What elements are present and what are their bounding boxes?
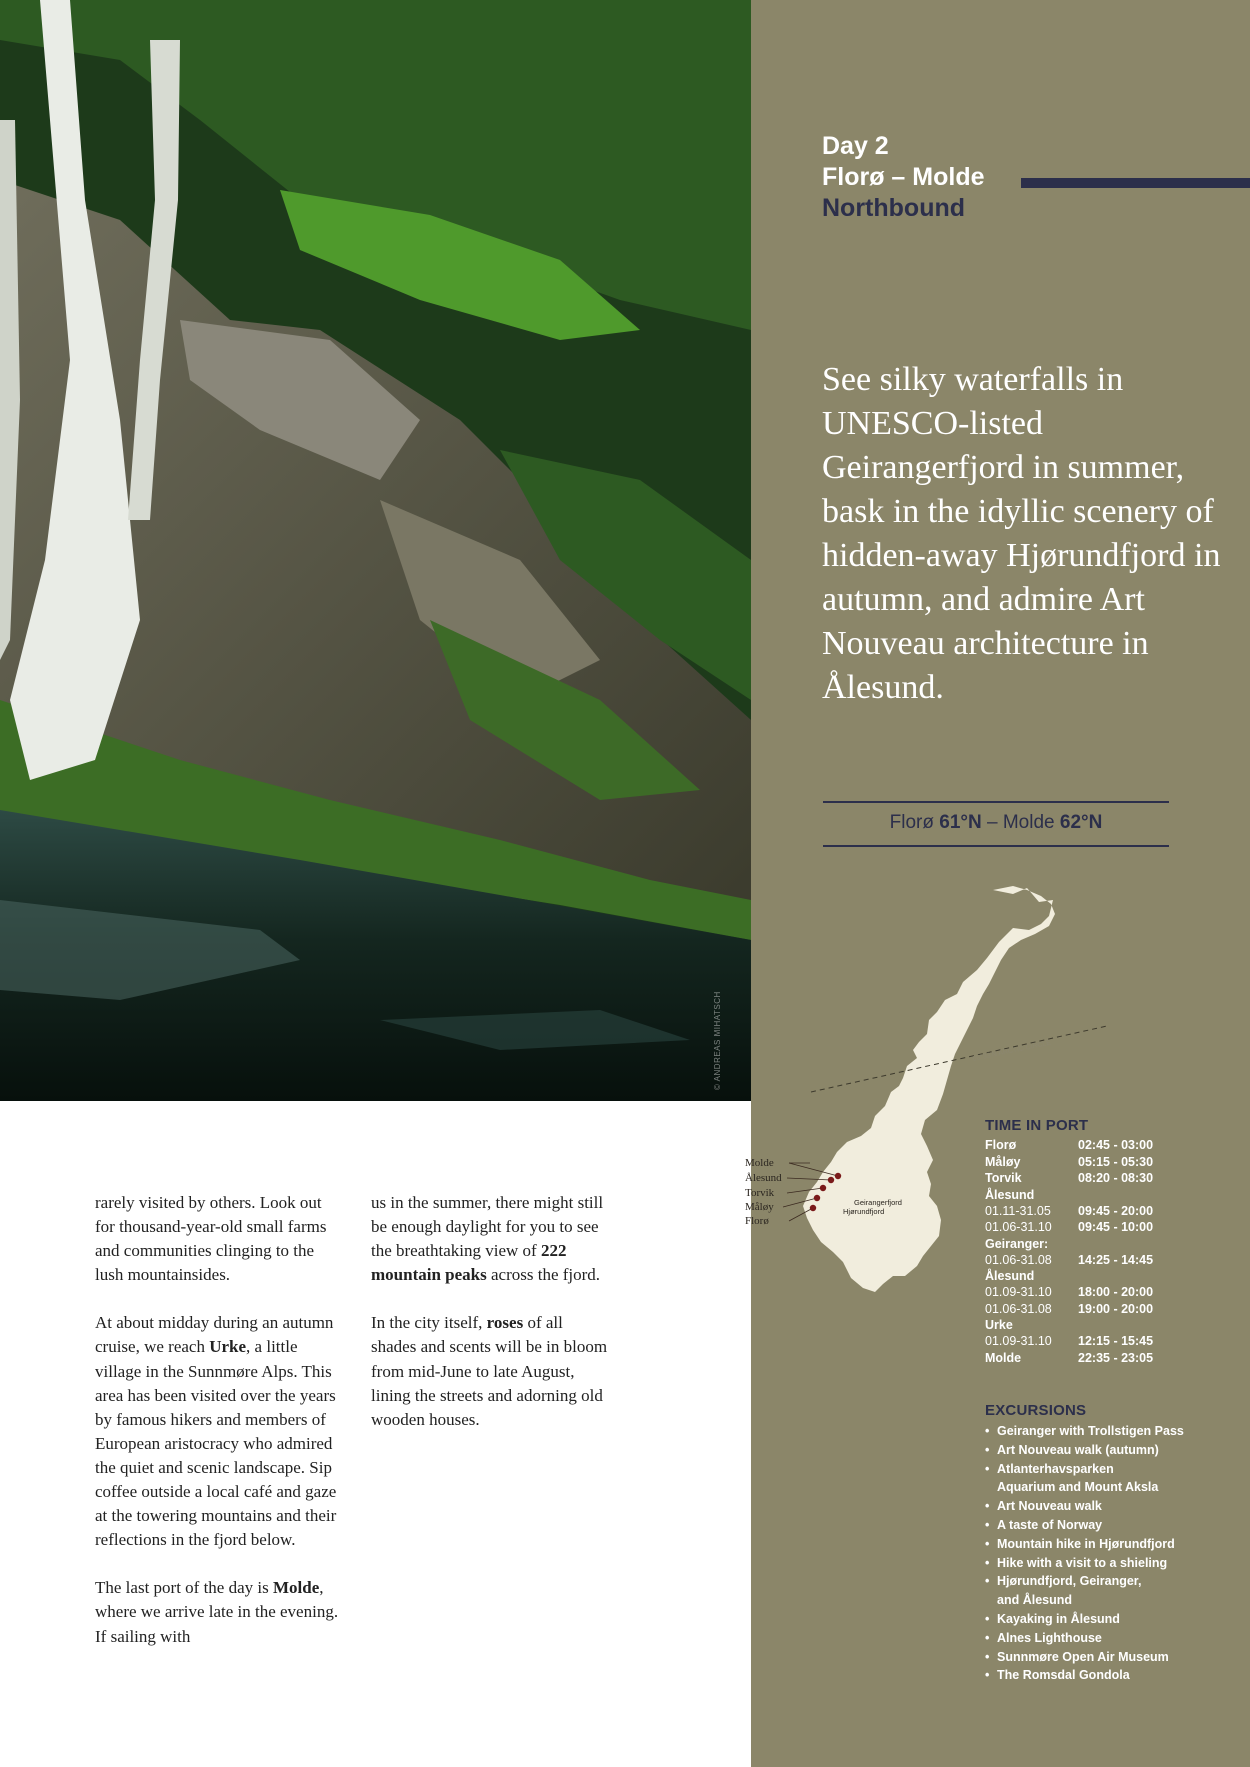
excursion-item: • Atlanterhavsparken xyxy=(985,1460,1250,1479)
port-time: 05:15 - 05:30 xyxy=(1078,1154,1154,1169)
port-time: 09:45 - 20:00 xyxy=(1078,1203,1154,1218)
port-row-alesund-season xyxy=(985,1203,1245,1220)
heading-accent-bar xyxy=(1021,178,1250,188)
arctic-circle-label: 66°33'N ARCTIC CIRCLE xyxy=(971,1039,1052,1063)
port-marker-dot xyxy=(814,1195,820,1201)
text-bold: roses xyxy=(486,1313,524,1333)
excursion-item: • Kayaking in Ålesund xyxy=(985,1610,1250,1629)
latitude-rule-top xyxy=(823,801,1169,803)
port-name: Molde xyxy=(985,1350,1022,1365)
map-label-hjorundfjord: Hjørundfjord xyxy=(843,1207,885,1216)
fjord-waterfall-photo xyxy=(0,0,751,1101)
port-name-urke: Urke xyxy=(985,1318,1013,1332)
port-name-alesund: Ålesund xyxy=(985,1269,1035,1283)
from-port: Florø xyxy=(889,812,934,833)
direction-label: Northbound xyxy=(822,194,966,222)
text-run: At about midday during an autumn cruise, we reach xyxy=(95,1313,334,1357)
port-time: 14:25 - 14:45 xyxy=(1078,1252,1154,1267)
season: 01.06-31.08 xyxy=(985,1301,1052,1316)
season: 01.11-31.05 xyxy=(985,1203,1051,1218)
port-time: 19:00 - 20:00 xyxy=(1078,1301,1154,1316)
port-row-torvik xyxy=(985,1170,1245,1187)
intro-text: See silky waterfalls in UNESCO-listed Geirangerfjord in summer, bask in the idyllic scenery of hidden-away Hjørundfjord in autumn, and admire Art Nouveau architecture in Ålesund. xyxy=(822,361,1221,706)
body-paragraph xyxy=(95,1576,345,1648)
map-label-floro: Florø xyxy=(745,1215,769,1227)
latitude-line xyxy=(823,812,1169,834)
time-in-port-title: TIME IN PORT xyxy=(985,1117,1089,1134)
port-row-alesund-season xyxy=(985,1219,1245,1236)
excursions xyxy=(985,1402,1250,1685)
port-time: 09:45 - 10:00 xyxy=(1078,1220,1154,1234)
text-run: us in the summer, there might still be enough daylight for you to see the breathtaking view of xyxy=(371,1193,604,1261)
text-bold: Urke xyxy=(209,1337,247,1357)
port-name: Torvik xyxy=(985,1171,1022,1185)
port-name-alesund: Ålesund xyxy=(985,1187,1035,1202)
text-run: In the city itself, xyxy=(371,1313,487,1333)
from-latitude: 61°N xyxy=(939,812,982,833)
port-name: Måløy xyxy=(985,1154,1021,1169)
port-row-alesund-season xyxy=(985,1301,1245,1318)
text-run: , a little village in the Sunnmøre Alps. This area has been visited over the years by famous hikers and members of European aristocracy who admired the quiet and scenic landscape. Sip coffee outside a local café and gaze at the towering mountains and their reflections in the fjord below. xyxy=(95,1337,337,1550)
excursions-list xyxy=(985,1422,1250,1685)
excursion-item: • Art Nouveau walk (autumn) xyxy=(985,1441,1250,1460)
map-label-alesund: Ålesund xyxy=(745,1172,782,1184)
photo-credit: © ANDREAS MIHATSCH xyxy=(713,991,722,1090)
body-column-2 xyxy=(371,1191,611,1456)
map-label-torvik: Torvik xyxy=(745,1187,775,1199)
latitude-separator: – xyxy=(987,812,998,833)
port-row-floro xyxy=(985,1137,1245,1154)
body-paragraph xyxy=(371,1191,611,1287)
port-marker-dot xyxy=(810,1205,816,1211)
time-in-port xyxy=(985,1117,1245,1366)
text-bold: 222 mountain peaks xyxy=(371,1241,567,1285)
port-name: Florø xyxy=(985,1138,1017,1152)
season: 01.09-31.10 xyxy=(985,1334,1052,1348)
excursion-item-continued: and Ålesund xyxy=(997,1593,1073,1608)
excursion-item: • Hjørundfjord, Geiranger, xyxy=(985,1572,1250,1591)
excursions-title: EXCURSIONS xyxy=(985,1402,1087,1419)
text-run: of all shades and scents will be in bloom from mid-June to late August, lining the streets and adorning old wooden houses. xyxy=(371,1313,608,1429)
map-label-molde: Molde xyxy=(745,1157,774,1169)
port-row-geiranger-season xyxy=(985,1252,1245,1269)
port-time: 08:20 - 08:30 xyxy=(1078,1171,1154,1185)
excursion-item: • Sunnmøre Open Air Museum xyxy=(985,1648,1250,1667)
excursion-item: • A taste of Norway xyxy=(985,1516,1250,1535)
map-label-geirangerfjord: Geirangerfjord xyxy=(854,1198,902,1207)
port-marker-dot xyxy=(828,1177,834,1183)
season: 01.06-31.08 xyxy=(985,1252,1052,1267)
season: 01.09-31.10 xyxy=(985,1285,1052,1299)
to-latitude: 62°N xyxy=(1059,812,1103,833)
day-heading xyxy=(822,131,985,224)
port-time: 22:35 - 23:05 xyxy=(1078,1350,1154,1365)
port-time: 02:45 - 03:00 xyxy=(1078,1138,1154,1152)
body-paragraph: rarely visited by others. Look out for thousand-year-old small farms and communities clinging to the lush mountainsides. xyxy=(95,1193,327,1285)
excursion-item-continued: Aquarium and Mount Aksla xyxy=(997,1480,1159,1495)
port-row-urke-season xyxy=(985,1333,1245,1350)
season: 01.06-31.10 xyxy=(985,1220,1052,1234)
body-column-1 xyxy=(95,1191,345,1673)
body-paragraph xyxy=(371,1311,611,1431)
text-run: across the fjord. xyxy=(486,1265,601,1285)
body-paragraph xyxy=(95,1311,345,1552)
route-label: Florø – Molde xyxy=(822,163,985,191)
port-time: 12:15 - 15:45 xyxy=(1078,1334,1154,1348)
text-run: , where we arrive late in the evening. If sailing with xyxy=(95,1578,339,1646)
day-label: Day 2 xyxy=(822,132,889,160)
map-label-maloy: Måløy xyxy=(745,1201,774,1213)
excursion-item: • The Romsdal Gondola xyxy=(985,1666,1250,1685)
to-port: Molde xyxy=(1002,812,1055,833)
excursion-item: • Art Nouveau walk xyxy=(985,1497,1250,1516)
port-row-alesund-season xyxy=(985,1284,1245,1301)
port-marker-dot xyxy=(835,1173,841,1179)
excursion-item: • Mountain hike in Hjørundfjord xyxy=(985,1535,1250,1554)
port-row-molde xyxy=(985,1350,1245,1367)
excursion-item: • Geiranger with Trollstigen Pass xyxy=(985,1422,1250,1441)
latitude-rule-bottom xyxy=(823,845,1169,847)
excursion-item: • Alnes Lighthouse xyxy=(985,1629,1250,1648)
text-bold: Molde xyxy=(273,1578,320,1598)
port-name-geiranger: Geiranger: xyxy=(985,1236,1049,1251)
port-marker-dot xyxy=(820,1185,826,1191)
excursion-item: • Hike with a visit to a shieling xyxy=(985,1554,1250,1573)
port-row-maloy xyxy=(985,1154,1245,1171)
text-run: The last port of the day is xyxy=(95,1578,273,1598)
port-time: 18:00 - 20:00 xyxy=(1078,1285,1154,1299)
